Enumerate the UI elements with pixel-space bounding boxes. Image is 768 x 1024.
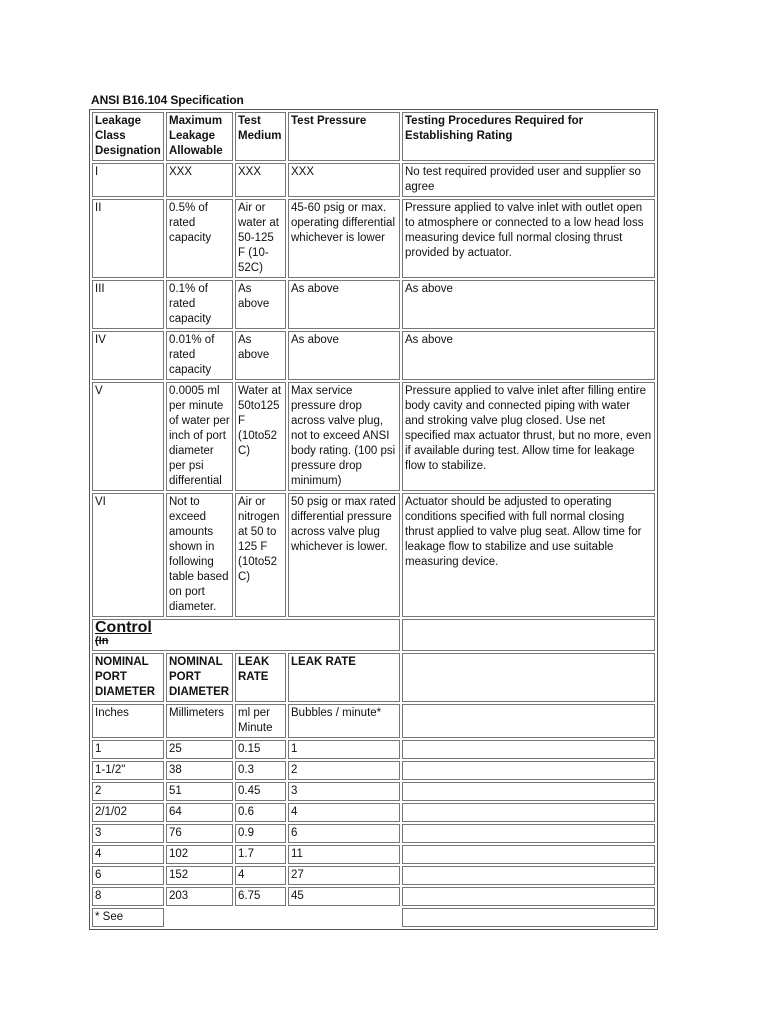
control-subheading: (In [95,636,109,646]
leak-cell: 2 [92,782,164,801]
leak-row [92,887,655,906]
table-row [92,163,655,197]
leak-cell: 6.75 [235,887,286,906]
control-cell [92,619,400,651]
table-cell: No test required provided user and supplier so agree [402,163,655,197]
table-cell: 45-60 psig or max. operating differential whichever is lower [288,199,400,278]
leak-header-row [92,653,655,702]
leak-cell: 1 [92,740,164,759]
page-title: ANSI B16.104 Specification [91,93,244,107]
header-cell: Leakage Class Designation [92,112,164,161]
leak-row [92,782,655,801]
table-cell: Max service pressure drop across valve plug, not to exceed ANSI body rating. (100 psi pressure drop minimum) [288,382,400,491]
leak-header-cell: NOMINAL PORT DIAMETER [166,653,233,702]
header-cell: Maximum Leakage Allowable [166,112,233,161]
leak-cell: 0.6 [235,803,286,822]
leak-cell: 3 [288,782,400,801]
empty-cell [402,704,655,738]
control-heading: Control [95,619,152,636]
header-cell: Test Medium [235,112,286,161]
spec-table [89,109,658,930]
empty-cell [402,653,655,702]
leak-unit-cell: Bubbles / minute* [288,704,400,738]
leak-cell: 8 [92,887,164,906]
leak-cell: 6 [92,866,164,885]
table-cell: As above [288,280,400,329]
leak-cell: 2 [288,761,400,780]
header-cell: Testing Procedures Required for Establishing Rating [402,112,655,161]
leak-cell: 4 [288,803,400,822]
leak-cell: 1.7 [235,845,286,864]
table-cell: XXX [288,163,400,197]
leak-cell: 6 [288,824,400,843]
table-cell: Air or water at 50-125 F (10-52C) [235,199,286,278]
empty-cell [402,824,655,843]
empty-cell [402,908,655,927]
leak-row [92,740,655,759]
table-cell: Pressure applied to valve inlet after filling entire body cavity and connected piping with water and stroking valve plug closed. Use net specified max actuator thrust, but no more, even if available during test. Allow time for leakage flow to stabilize. [402,382,655,491]
leak-cell: 11 [288,845,400,864]
control-row [92,619,655,651]
leak-unit-cell: Inches [92,704,164,738]
table-cell: As above [235,280,286,329]
leak-cell: 4 [92,845,164,864]
empty-cell [402,866,655,885]
leak-row [92,866,655,885]
table-cell: I [92,163,164,197]
table-row [92,331,655,380]
leak-cell: 64 [166,803,233,822]
leak-row [92,761,655,780]
table-cell: As above [235,331,286,380]
leak-unit-cell: Millimeters [166,704,233,738]
leak-cell: 25 [166,740,233,759]
leak-cell: 152 [166,866,233,885]
leak-header-cell: NOMINAL PORT DIAMETER [92,653,164,702]
empty-cell [402,803,655,822]
leak-row [92,845,655,864]
leak-cell: 45 [288,887,400,906]
table-cell: III [92,280,164,329]
table-row [92,199,655,278]
table-cell: As above [402,280,655,329]
leak-cell: 1 [288,740,400,759]
table-cell: Actuator should be adjusted to operating conditions specified with full normal closing thrust applied to valve plug seat. Allow time for leakage flow to stabilize and use suitable measuring device. [402,493,655,617]
table-row [92,382,655,491]
table-row [92,280,655,329]
leak-cell: 102 [166,845,233,864]
table-cell: 0.1% of rated capacity [166,280,233,329]
empty-cell [166,908,400,927]
leak-cell: 0.9 [235,824,286,843]
leak-header-cell: LEAK RATE [235,653,286,702]
empty-cell [402,740,655,759]
leak-header-cell: LEAK RATE [288,653,400,702]
footnote: * See [92,908,164,927]
table-cell: IV [92,331,164,380]
table-cell: 0.0005 ml per minute of water per inch of port diameter per psi differential [166,382,233,491]
table-cell: Water at 50to125 F (10to52 C) [235,382,286,491]
empty-cell [402,845,655,864]
leak-units-row [92,704,655,738]
leak-cell: 0.15 [235,740,286,759]
table-cell: 0.5% of rated capacity [166,199,233,278]
header-cell: Test Pressure [288,112,400,161]
header-row [92,112,655,161]
empty-cell [402,887,655,906]
empty-cell [402,761,655,780]
leak-cell: 0.45 [235,782,286,801]
table-cell: Not to exceed amounts shown in following table based on port diameter. [166,493,233,617]
table-cell: As above [402,331,655,380]
table-cell: V [92,382,164,491]
leak-cell: 38 [166,761,233,780]
leak-cell: 51 [166,782,233,801]
empty-cell [402,782,655,801]
empty-cell [402,619,655,651]
leak-cell: 0.3 [235,761,286,780]
leak-unit-cell: ml per Minute [235,704,286,738]
leak-cell: 76 [166,824,233,843]
footnote-row [92,908,655,927]
table-cell: As above [288,331,400,380]
leak-cell: 4 [235,866,286,885]
leak-cell: 203 [166,887,233,906]
table-cell: VI [92,493,164,617]
leak-cell: 27 [288,866,400,885]
table-cell: XXX [166,163,233,197]
table-cell: 0.01% of rated capacity [166,331,233,380]
table-cell: 50 psig or max rated differential pressure across valve plug whichever is lower. [288,493,400,617]
leak-cell: 1-1/2" [92,761,164,780]
leak-row [92,824,655,843]
table-cell: Air or nitrogen at 50 to 125 F (10to52 C) [235,493,286,617]
leak-cell: 3 [92,824,164,843]
table-cell: Pressure applied to valve inlet with outlet open to atmosphere or connected to a low head loss measuring device full normal closing thrust provided by actuator. [402,199,655,278]
leak-row [92,803,655,822]
table-cell: XXX [235,163,286,197]
table-cell: II [92,199,164,278]
table-row [92,493,655,617]
leak-cell: 2/1/02 [92,803,164,822]
